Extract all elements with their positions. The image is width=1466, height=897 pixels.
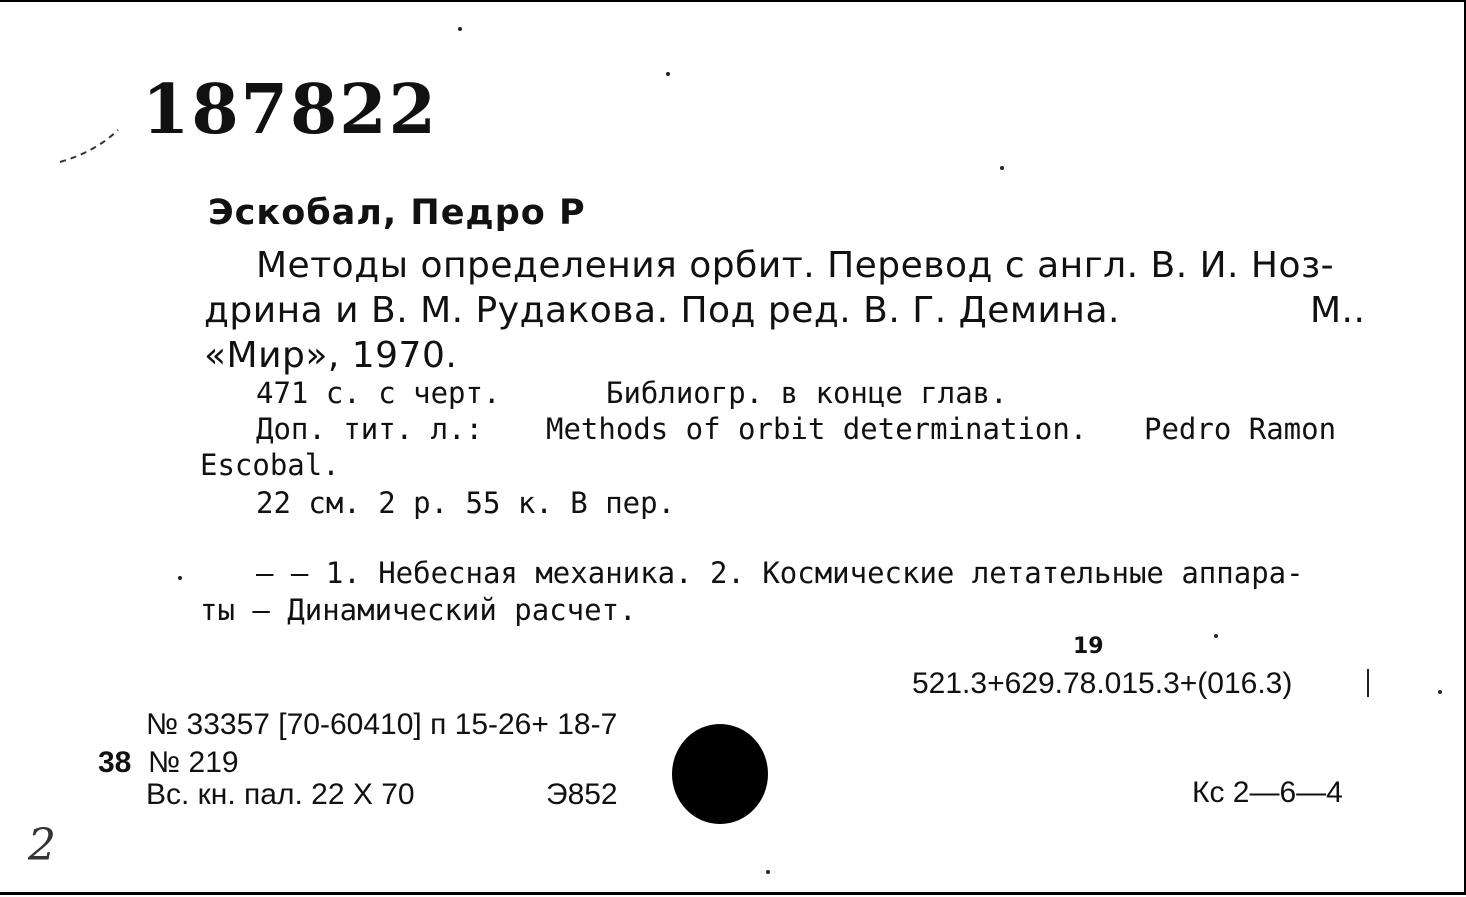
number-line: № 219	[148, 746, 239, 779]
title-line-1: Методы определения орбит. Перевод с англ. В. И. Ноз-	[256, 245, 1335, 286]
card-number: 187822	[142, 70, 438, 150]
left-margin-number: 38	[98, 746, 132, 779]
udc-code: 521.3+629.78.015.3+(016.3)	[912, 667, 1293, 700]
original-author: Pedro Ramon	[1144, 412, 1337, 446]
author: Эскобал, Педро Р	[208, 193, 586, 233]
original-author-end: Escobal.	[200, 448, 340, 482]
subjects-line-1: — — 1. Небесная механика. 2. Космические летательные аппара-	[256, 556, 1304, 590]
udc-small: 19	[1073, 634, 1104, 659]
ink-marks	[0, 2, 1466, 897]
size-price: 22 см. 2 р. 55 к. В пер.	[256, 486, 676, 520]
ks-code: Кс 2—6—4	[1192, 776, 1343, 809]
order-line: № 33357 [70-60410] п 15-26+ 18-7	[146, 708, 618, 741]
e-code: Э852	[546, 778, 618, 811]
biblio-line: Библиогр. в конце глав.	[606, 376, 1008, 410]
title-line-2: дрина и В. М. Рудакова. Под ред. В. Г. Демина.	[204, 290, 1120, 331]
dop-label: Доп. тит. л.:	[256, 412, 483, 446]
title-line-2-end: М..	[1310, 290, 1366, 331]
pencil-mark: 2	[28, 820, 56, 871]
original-title: Methods of orbit determination.	[546, 412, 1088, 446]
pages-line: 471 с. с черт.	[256, 376, 501, 410]
subjects-line-2: ты — Динамический расчет.	[200, 593, 637, 627]
vs-line: Вс. кн. пал. 22 Х 70	[146, 778, 415, 811]
title-line-3: «Мир», 1970.	[204, 335, 458, 376]
